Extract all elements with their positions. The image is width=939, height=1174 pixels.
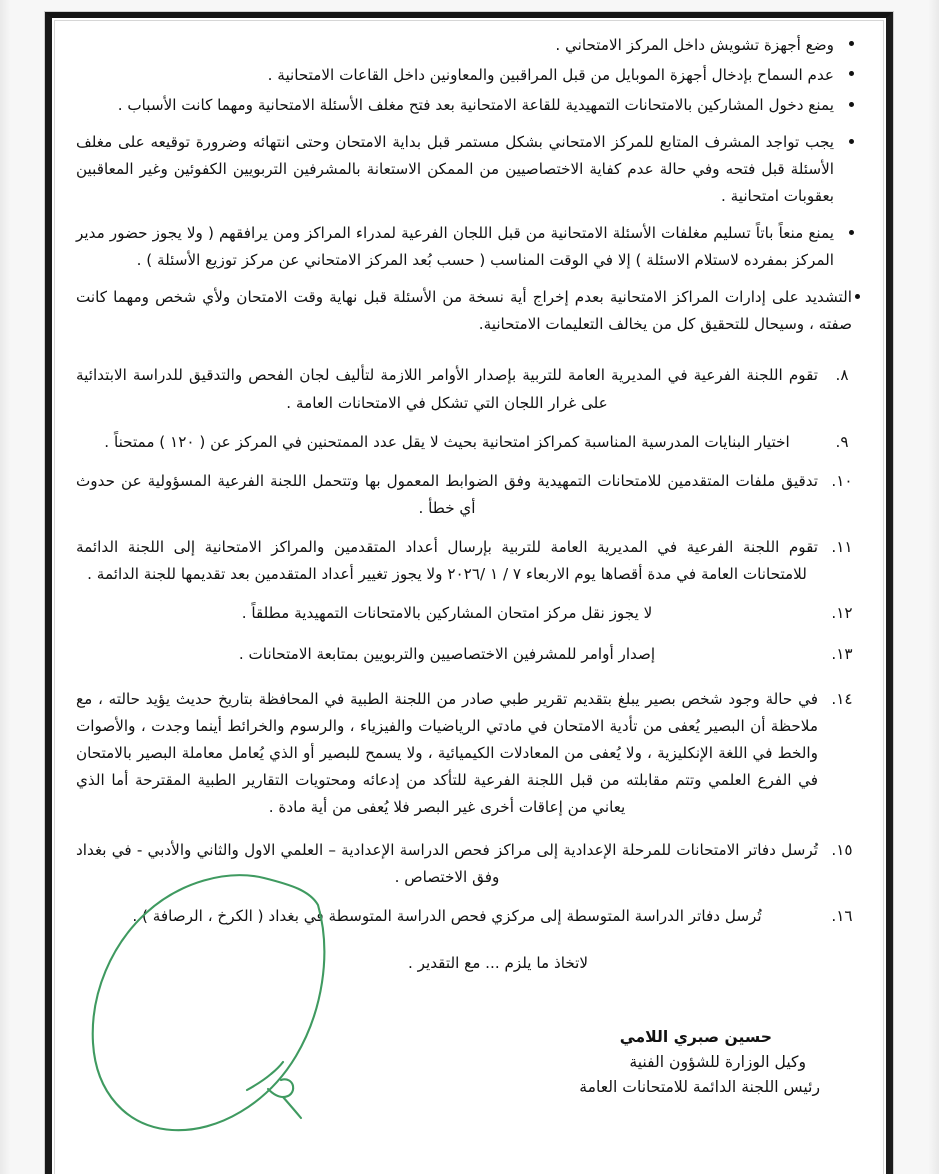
clause-number: ١١. <box>831 537 853 556</box>
signatory-name: حسين صبري اللامي <box>619 1028 772 1047</box>
bullet-clause <box>76 62 860 89</box>
clause-number: ١٦. <box>831 907 853 926</box>
bullet-dot-icon <box>855 294 860 299</box>
bullet-clause-text: يمنع منعاً باتاً تسليم مغلفات الأسئلة الامتحانية من قبل اللجان الفرعية لمدراء المراكز ومن يرافقهم ( ولا يجوز حضور مدير المركز بمفرده لاستلام الاسئلة ) إلا في الوقت المناسب ( حسب بُعد المركز الامتحاني عن مركز توزيع الأسئلة ) . <box>76 224 834 270</box>
document-body <box>52 18 886 1174</box>
numbered-clause <box>76 429 860 456</box>
clause-text: تقوم اللجنة الفرعية في المديرية العامة للتربية بإصدار الأوامر اللازمة لتأليف لجان الفحص والتدقيق للدراسة الابتدائية على غرار اللجان التي تشكل في الامتحانات العامة . <box>76 366 818 412</box>
bullet-dot-icon <box>849 102 854 107</box>
clause-number: ٩. <box>835 432 849 451</box>
clause-text: تُرسل دفاتر الامتحانات للمرحلة الإعدادية إلى مراكز فحص الدراسة الإعدادية – العلمي الاول والثاني والأدبي - في بغداد وفق الاختصاص . <box>76 841 818 887</box>
clause-number: ١٣. <box>831 644 853 663</box>
numbered-clause-list <box>76 362 860 930</box>
scan-right-edge <box>929 0 939 1174</box>
clause-text: تُرسل دفاتر الدراسة المتوسطة إلى مركزي فحص الدراسة المتوسطة في بغداد ( الكرخ ، الرصافة ) . <box>132 907 762 926</box>
clause-number: ١٢. <box>831 603 853 622</box>
clause-text: لا يجوز نقل مركز امتحان المشاركين بالامتحانات التمهيدية مطلقاً . <box>241 603 653 622</box>
document-sheet <box>45 12 893 1174</box>
bullet-clause <box>76 32 860 59</box>
clause-number: ١٤. <box>831 689 853 708</box>
bullet-clause-list <box>76 32 860 338</box>
bullet-clause <box>76 92 860 119</box>
bullet-clause <box>76 129 860 210</box>
signatory-role: رئيس اللجنة الدائمة للامتحانات العامة <box>579 1078 820 1097</box>
bullet-clause-text: يمنع دخول المشاركين بالامتحانات التمهيدية للقاعة الامتحانية بعد فتح مغلف الأسئلة الامتحانية ومهما كانت الأسباب . <box>117 96 834 115</box>
numbered-clause <box>76 903 860 930</box>
clause-text: تدقيق ملفات المتقدمين للامتحانات التمهيدية وفق الضوابط المعمول بها وتتحمل اللجنة الفرعية المسؤولية عن حدوث أي خطأ . <box>76 471 818 517</box>
bullet-clause-text: وضع أجهزة تشويش داخل المركز الامتحاني . <box>555 36 834 54</box>
scan-left-edge <box>0 0 10 1174</box>
bullet-dot-icon <box>849 230 854 235</box>
clause-text: إصدار أوامر للمشرفين الاختصاصيين والتربويين بمتابعة الامتحانات . <box>238 644 656 663</box>
bullet-clause-text: يجب تواجد المشرف المتابع للمركز الامتحاني بشكل مستمر قبل بداية الامتحان وحتى انتهائه وضرورة توقيعه على مغلف الأسئلة قبل فتحه وفي حالة عدم كفاية الاختصاصيين من الممكن الاستعانة بالمشرفين التربويين الكفوئين وغير المعاقبين بعقوبات امتحانية . <box>76 133 834 206</box>
bullet-clause-text: عدم السماح بإدخال أجهزة الموبايل من قبل المراقبين والمعاونين داخل القاعات الامتحانية . <box>267 66 834 85</box>
numbered-clause <box>76 468 860 522</box>
bullet-clause <box>76 284 860 338</box>
numbered-clause <box>76 534 860 588</box>
numbered-clause <box>76 837 860 891</box>
signature-block <box>490 1025 860 1100</box>
bullet-dot-icon <box>849 71 854 76</box>
clause-number: ١٥. <box>831 841 853 860</box>
clause-text: اختيار البنايات المدرسية المناسبة كمراكز امتحانية بحيث لا يقل عدد الممتحنين في المركز عن ( ١٢٠ ) ممتحناً . <box>104 432 790 451</box>
numbered-clause <box>76 362 860 416</box>
clause-number: ٨. <box>835 366 849 385</box>
bullet-clause <box>76 220 860 274</box>
signatory-title: وكيل الوزارة للشؤون الفنية <box>629 1053 806 1072</box>
numbered-clause <box>76 641 860 668</box>
clause-text: تقوم اللجنة الفرعية في المديرية العامة للتربية بإرسال أعداد المتقدمين والمراكز الامتحانية إلى اللجنة الدائمة للامتحانات العامة في مدة أقصاها يوم الاربعاء ٧ / ١ /٢٠٢٦ ولا يجوز تغيير أعداد المتقدمين بعد تقديمها للجنة الدائمة . <box>76 537 818 583</box>
numbered-clause <box>76 686 860 821</box>
bullet-dot-icon <box>849 139 854 144</box>
clause-number: ١٠. <box>831 471 853 490</box>
bullet-dot-icon <box>849 41 854 46</box>
closing-line: لاتخاذ ما يلزم ... مع التقدير . <box>407 954 589 973</box>
clause-text: في حالة وجود شخص بصير يبلغ بتقديم تقرير طبي صادر من اللجنة الطبية في المحافظة بتاريخ حديث يؤيد حالته ، مع ملاحظة أن البصير يُعفى من تأدية الامتحان في مادتي الرياضيات والفيزياء ، والرسوم والخرائط أينما وجدت ، والأصوات والخط في اللغة الإنكليزية ، ولا يُعفى من المعادلات الكيميائية ، ولا يسمح للبصير أو الذي يُعامل معاملة البصير بالامتحان في الفرع العلمي وتتم مقابلته من قبل اللجنة الفرعية للتأكد من إدعائه ومحتويات التقارير الطبية المقترحة أما الذي يعاني من إعاقات أخرى غير البصر فلا يُعفى من أية مادة . <box>76 689 818 817</box>
bullet-clause-text: التشديد على إدارات المراكز الامتحانية بعدم إخراج أية نسخة من الأسئلة قبل نهاية وقت الامتحان ولأي شخص ومهما كانت صفته ، وسيحال للتحقيق كل من يخالف التعليمات الامتحانية. <box>76 288 852 334</box>
numbered-clause <box>76 600 860 627</box>
